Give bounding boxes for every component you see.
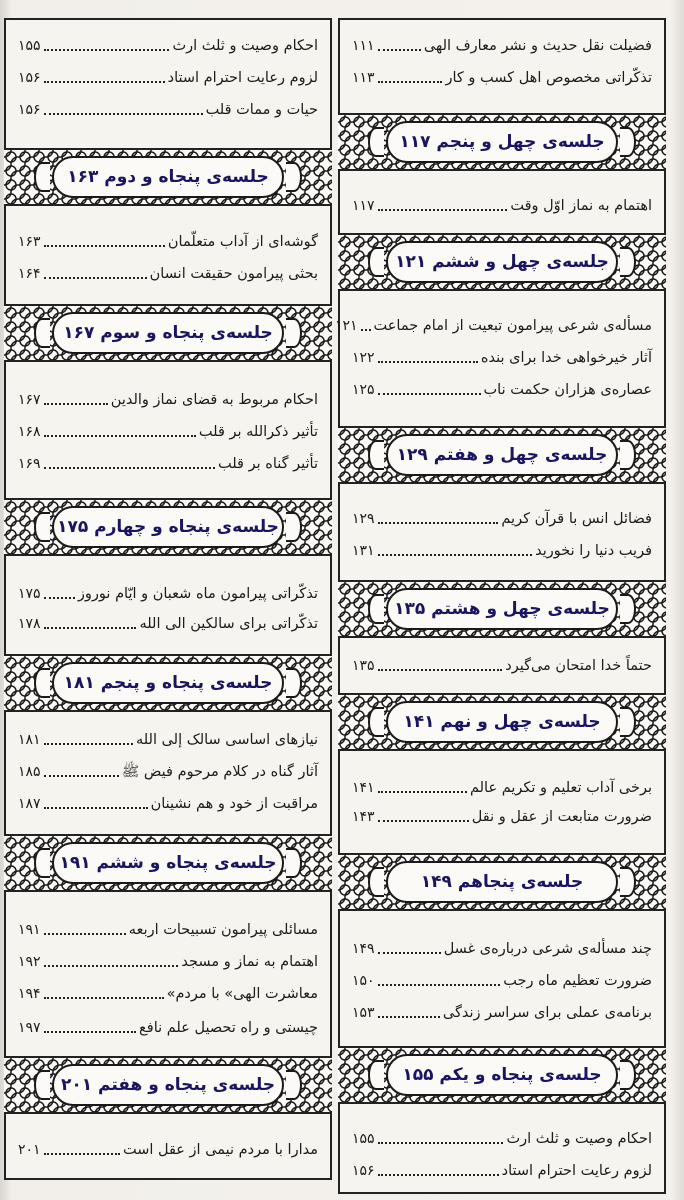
session-header [338,113,666,171]
entry-title: اهتمام به نماز اوّل وقت [510,198,652,214]
session-title: جلسه‌ی چهل و نهم ۱۴۱ [386,701,618,743]
toc-entry [6,1012,330,1038]
session-header [4,498,332,556]
page-number: ۱۶۹ [18,456,41,472]
page-number: ۱۴۳ [352,809,375,825]
toc-entry [6,578,330,604]
entry-title: فضائل انس با قرآن کریم [501,511,652,527]
session-header [4,1056,332,1114]
entry-title: ضرورت تعظیم ماه رجب [503,973,652,989]
leader-dots [44,435,196,437]
session-title: جلسه‌ی چهل و ششم ۱۲۱ [386,241,618,283]
toc-entry [6,978,330,1004]
leader-dots [44,597,75,599]
leader-dots [44,1031,136,1033]
session-title: جلسه‌ی چهل و هشتم ۱۳۵ [386,588,618,630]
leader-dots [44,1153,120,1155]
page-number: ۱۹۱ [18,922,41,938]
session-title: جلسه‌ی چهل و پنجم ۱۱۷ [386,121,618,163]
toc-entry [340,1123,664,1149]
page-number: ۱۸۱ [18,732,41,748]
page-number: ۱۹۲ [18,954,41,970]
toc-entry [340,650,664,676]
session-title: جلسه‌ی پنجاه و سوم ۱۶۷ [52,312,284,354]
leader-dots [44,277,147,279]
toc-entry [340,965,664,991]
toc-entry [6,608,330,634]
toc-column-right [334,18,666,1194]
entry-title: گوشه‌ای از آداب متعلّمان [167,234,318,250]
toc-entry [6,756,330,782]
leader-dots [378,1174,499,1176]
toc-entry [340,374,664,400]
leader-dots [378,522,499,524]
toc-entry [340,190,664,216]
leader-dots [44,403,108,405]
page-number: ۱۱۳ [352,70,375,86]
leader-dots [44,49,170,51]
page-number: ۱۶۴ [18,266,41,282]
page-number: ۱۱۷ [352,198,375,214]
toc-entry [340,772,664,798]
page-number: ۱۵۶ [18,70,41,86]
entry-title: حیات و ممات قلب [205,102,318,118]
leader-dots [44,807,148,809]
session-header [4,304,332,362]
entry-title: لزوم رعایت احترام استاد [167,70,318,86]
entry-title: احکام وصیت و ثلث ارث [172,38,318,54]
toc-entry [340,342,664,368]
session-header [338,693,666,751]
toc-entry [340,62,664,88]
leader-dots [44,627,137,629]
toc-entry [334,310,664,336]
entry-title: مراقبت از خود و هم نشینان [150,796,318,812]
entry-title: ضرورت متابعت از عقل و نقل [471,809,652,825]
leader-dots [378,1016,440,1018]
toc-entry [6,226,330,252]
page-number: ۱۹۷ [18,1020,41,1036]
session-header [338,1046,666,1104]
session-header [4,654,332,712]
toc-entry [6,946,330,972]
session-title: جلسه‌ی پنجاه و پنجم ۱۸۱ [52,662,284,704]
page-number: ۱۲۱ [334,318,358,334]
toc-entry [340,801,664,827]
session-title: جلسه‌ی پنجاه و ششم ۱۹۱ [52,842,284,884]
page-number: ۱۸۷ [18,796,41,812]
page-number: ۱۵۳ [352,1005,375,1021]
toc-entry [6,30,330,56]
leader-dots [44,997,164,999]
entry-title: احکام وصیت و ثلث ارث [506,1131,652,1147]
entry-title: تأثیر ذکرالله بر قلب [198,424,318,440]
entry-title: «معاشرت الهی» با مردم [166,986,318,1002]
session-header [4,148,332,206]
toc-entry [6,448,330,474]
entry-title: مسأله‌ی شرعی پیرامون تبعیت از امام جماعت [373,318,652,334]
leader-dots [378,49,421,51]
leader-dots [44,775,119,777]
leader-dots [378,984,501,986]
toc-column-left [4,18,332,1180]
entry-title: نیازهای اساسی سالک إلی الله [135,732,318,748]
page-number: ۱۷۵ [18,586,41,602]
entry-title: احکام مربوط به قضای نماز والدین [110,392,318,408]
page-number: ۱۶۸ [18,424,41,440]
toc-entry [6,62,330,88]
session-header [338,233,666,291]
entry-title: چیستی و راه تحصیل علم نافع [139,1020,318,1036]
page-number: ۱۴۱ [352,780,375,796]
leader-dots [44,467,215,469]
session-title: جلسه‌ی پنجاه و یکم ۱۵۵ [386,1054,618,1096]
page-number: ۱۴۹ [352,941,375,957]
toc-entry [340,503,664,529]
entry-title: مسائلی پیرامون تسبیحات اربعه [128,922,318,938]
session-header [338,580,666,638]
toc-entry [6,1134,330,1160]
entry-title: لزوم رعایت احترام استاد [501,1163,652,1179]
page-number: ۱۱۱ [352,38,375,54]
entry-title: آثار خیرخواهی خدا برای بنده [480,350,652,366]
page-number: ۱۳۵ [352,658,375,674]
toc-entry [6,384,330,410]
toc-entry [6,724,330,750]
page-number: ۱۷۸ [18,616,41,632]
entry-title: عصاره‌ی هزاران حکمت ناب [483,382,652,398]
toc-entry [6,258,330,284]
leader-dots [378,554,533,556]
leader-dots [44,743,133,745]
page-number: ۱۲۲ [352,350,375,366]
page-number: ۱۹۴ [18,986,41,1002]
leader-dots [378,393,481,395]
page-number: ۱۵۶ [18,102,41,118]
entry-title: برنامه‌ی عملی برای سراسر زندگی [442,1005,652,1021]
page-number: ۱۶۷ [18,392,41,408]
page-number: ۱۲۹ [352,511,375,527]
entry-title: تذکّراتی مخصوص اهل کسب و کار [445,70,652,86]
leader-dots [361,329,371,331]
leader-dots [378,1142,504,1144]
page-number: ۱۵۵ [18,38,41,54]
toc-entry [340,535,664,561]
page-number: ۱۸۵ [18,764,41,780]
page-number: ۱۵۵ [352,1131,375,1147]
page-number: ۱۵۶ [352,1163,375,1179]
leader-dots [44,81,165,83]
page-number: ۲۰۱ [18,1142,41,1158]
session-title: جلسه‌ی چهل و هفتم ۱۲۹ [386,434,618,476]
session-header [4,834,332,892]
leader-dots [378,81,443,83]
toc-entry [6,94,330,120]
entry-title: تذکّراتی پیرامون ماه شعبان و ایّام نوروز [77,586,318,602]
toc-entry [340,997,664,1023]
entry-title: برخی آداب تعلیم و تکریم عالم [469,780,652,796]
leader-dots [378,209,508,211]
leader-dots [378,669,503,671]
toc-entry [340,1155,664,1181]
leader-dots [44,933,126,935]
toc-entry [6,416,330,442]
toc-entry [340,30,664,56]
page-number: ۱۲۵ [352,382,375,398]
entry-title: فریب دنیا را نخورید [535,543,652,559]
entry-title: آثار گناه در کلام مرحوم فیض ﷺ [121,764,318,780]
session-header [338,426,666,484]
session-title: جلسه‌ی پنجاه و چهارم ۱۷۵ [52,506,284,548]
entry-title: چند مسأله‌ی شرعی درباره‌ی غسل [443,941,652,957]
leader-dots [378,820,469,822]
leader-dots [378,952,441,954]
entry-title: مدارا با مردم نیمی از عقل است [122,1142,318,1158]
entry-title: حتماً خدا امتحان می‌گیرد [505,658,652,674]
entry-title: تأثیر گناه بر قلب [218,456,318,472]
session-title: جلسه‌ی پنجاه و هفتم ۲۰۱ [52,1064,284,1106]
page-number: ۱۳۱ [352,543,375,559]
page-number: ۱۵۰ [352,973,375,989]
leader-dots [378,791,467,793]
session-header [338,853,666,911]
entry-title: بحثی پیرامون حقیقت انسان [149,266,318,282]
session-title: جلسه‌ی پنجاهم ۱۴۹ [386,861,618,903]
entry-title: تذکّراتی برای سالکین الی الله [139,616,318,632]
toc-entry [340,933,664,959]
entry-title: فضیلت نقل حدیث و نشر معارف الهی [423,38,652,54]
leader-dots [44,245,165,247]
toc-entry [6,788,330,814]
leader-dots [378,361,478,363]
toc-entry [6,914,330,940]
entry-title: اهتمام به نماز و مسجد [181,954,318,970]
leader-dots [44,965,179,967]
leader-dots [44,113,203,115]
session-title: جلسه‌ی پنجاه و دوم ۱۶۳ [52,156,284,198]
page-number: ۱۶۳ [18,234,41,250]
